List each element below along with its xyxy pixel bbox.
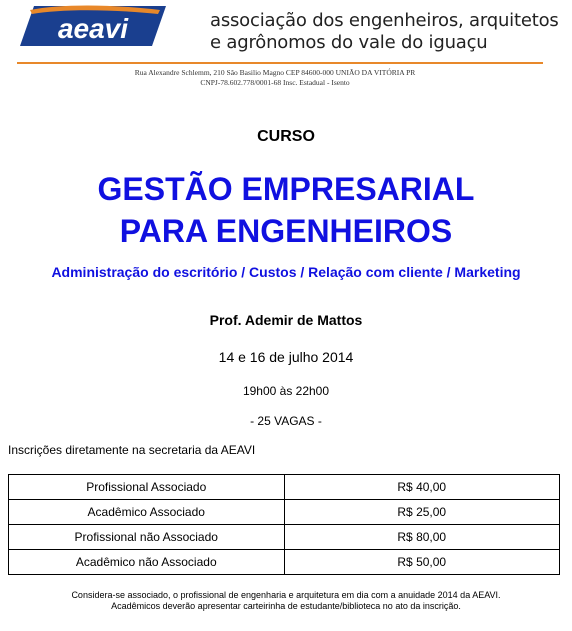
- course-title: [0, 168, 572, 252]
- price-cell: R$ 50,00: [284, 550, 560, 575]
- price-cell: R$ 40,00: [284, 475, 560, 500]
- category-cell: Acadêmico Associado: [9, 500, 285, 525]
- org-name-line2: e agrônomos do vale do iguaçu: [210, 32, 488, 53]
- footer-notes: [0, 590, 572, 612]
- address-line1: Rua Alexandre Schlemm, 210 São Basilio Magno CEP 84600-000 UNIÃO DA VITÓRIA PR: [134, 68, 416, 77]
- course-hours: 19h00 às 22h00: [242, 384, 330, 398]
- course-title-line2: PARA ENGENHEIROS: [119, 213, 453, 249]
- footer-line1: Considera-se associado, o profissional de engenharia e arquitetura em dia com a anuidade 2014 da AEAVI.: [71, 590, 501, 600]
- table-row: [9, 550, 560, 575]
- vacancies: - 25 VAGAS -: [250, 414, 322, 428]
- price-table: [8, 474, 560, 575]
- letterhead: [0, 0, 572, 90]
- table-row: [9, 475, 560, 500]
- address: [60, 68, 490, 88]
- aeavi-logo: [20, 4, 166, 48]
- category-cell: Profissional Associado: [9, 475, 285, 500]
- price-cell: R$ 25,00: [284, 500, 560, 525]
- course-dates: 14 e 16 de julho 2014: [218, 349, 354, 365]
- table-row: [9, 500, 560, 525]
- price-cell: R$ 80,00: [284, 525, 560, 550]
- course-title-line1: GESTÃO EMPRESARIAL: [97, 171, 475, 207]
- org-name-line1: associação dos engenheiros, arquitetos: [210, 10, 559, 31]
- header-rule: [17, 62, 543, 64]
- svg-text:aeavi: aeavi: [57, 13, 129, 44]
- course-label: CURSO: [257, 128, 315, 145]
- category-cell: Acadêmico não Associado: [9, 550, 285, 575]
- footer-line2: Acadêmicos deverão apresentar carteirinha de estudante/biblioteca no ato da inscrição.: [111, 601, 461, 611]
- address-line2: CNPJ-78.602.778/0001-68 Insc. Estadual - Isento: [200, 78, 350, 87]
- registration-note: Inscrições diretamente na secretaria da AEAVI: [8, 443, 256, 457]
- organization-name: [210, 10, 559, 54]
- category-cell: Profissional não Associado: [9, 525, 285, 550]
- instructor: Prof. Ademir de Mattos: [209, 312, 363, 328]
- table-row: [9, 525, 560, 550]
- course-subtitle: Administração do escritório / Custos / Relação com cliente / Marketing: [51, 264, 521, 280]
